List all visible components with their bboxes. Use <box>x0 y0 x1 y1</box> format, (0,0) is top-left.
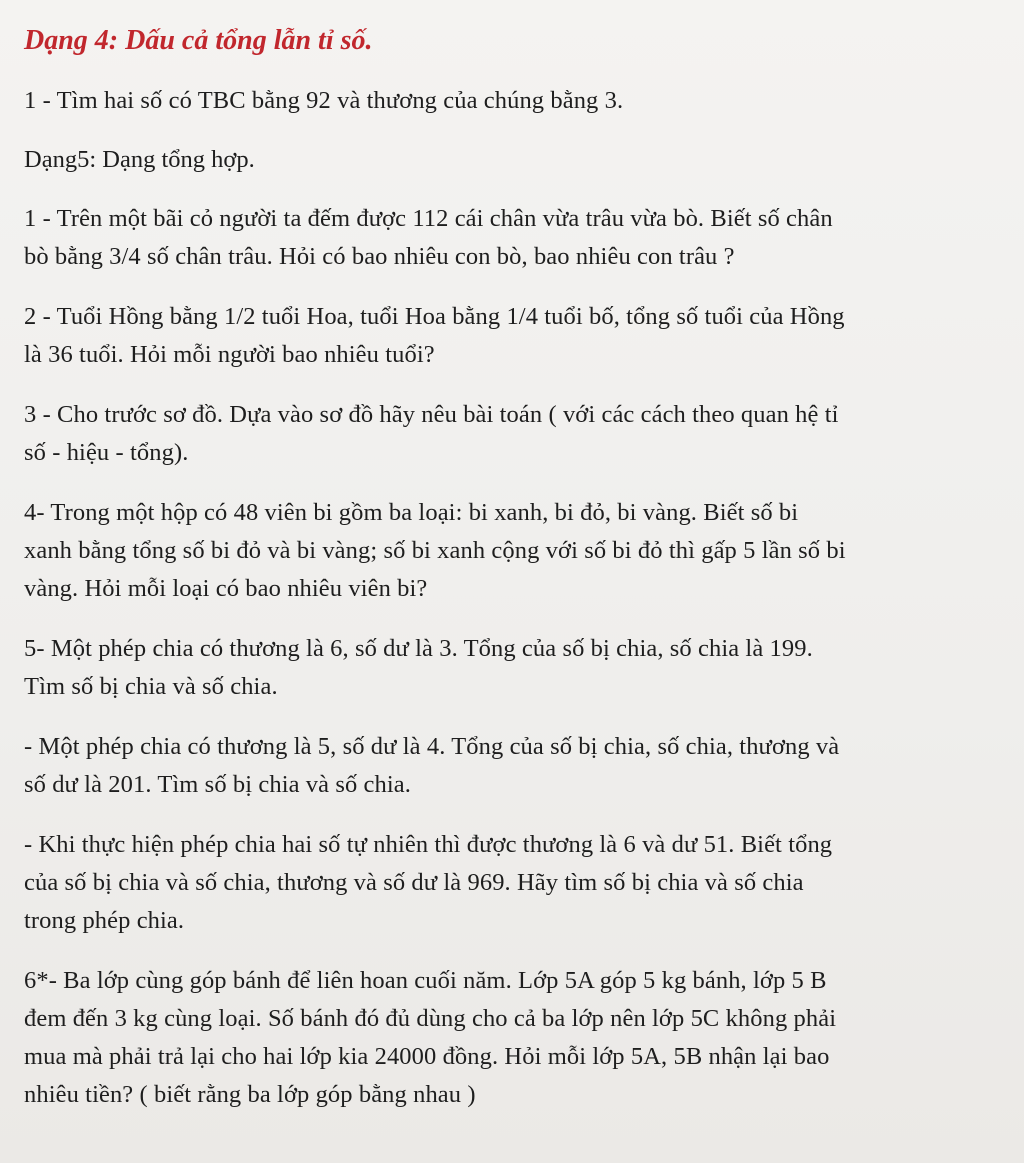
problem-text-line: - Một phép chia có thương là 5, số dư là 4. Tổng của số bị chia, số chia, thương và <box>24 733 840 760</box>
problem-text-line: mua mà phải trả lại cho hai lớp kia 24000 đồng. Hỏi mỗi lớp 5A, 5B nhận lại bao <box>24 1043 830 1070</box>
problem-text-line: 1 - Trên một bãi cỏ người ta đếm được 112 cái chân vừa trâu vừa bò. Biết số chân <box>24 205 833 232</box>
type5-problem-3 <box>24 396 990 472</box>
problem-text-line: vàng. Hỏi mỗi loại có bao nhiêu viên bi? <box>24 575 428 602</box>
type5-title: Dạng5: Dạng tổng hợp. <box>24 146 255 173</box>
type5-problem-1 <box>24 200 990 276</box>
problem-text-line: 1 - Tìm hai số có TBC bằng 92 và thương của chúng bằng 3. <box>24 87 624 114</box>
problem-text-line: bò bằng 3/4 số chân trâu. Hỏi có bao nhiêu con bò, bao nhiêu con trâu ? <box>24 243 735 270</box>
problem-text-line: 6*- Ba lớp cùng góp bánh để liên hoan cuối năm. Lớp 5A góp 5 kg bánh, lớp 5 B <box>24 967 827 994</box>
problem-text-line: - Khi thực hiện phép chia hai số tự nhiên thì được thương là 6 và dư 51. Biết tổng <box>24 831 833 858</box>
problem-text-line: nhiêu tiền? ( biết rằng ba lớp góp bằng nhau ) <box>24 1081 476 1108</box>
problem-text-line: xanh bằng tổng số bi đỏ và bi vàng; số bi xanh cộng với số bi đỏ thì gấp 5 lần số bi <box>24 537 846 564</box>
type4-problem-list <box>24 82 990 120</box>
problem-text-line: 4- Trong một hộp có 48 viên bi gồm ba loại: bi xanh, bi đỏ, bi vàng. Biết số bi <box>24 499 799 526</box>
type5-problem-6 <box>24 728 990 804</box>
type4-problem-1 <box>24 82 990 120</box>
type5-problem-4 <box>24 494 990 608</box>
problem-text-line: 3 - Cho trước sơ đồ. Dựa vào sơ đồ hãy nêu bài toán ( với các cách theo quan hệ tỉ <box>24 401 839 428</box>
problem-text-line: 5- Một phép chia có thương là 6, số dư là 3. Tổng của số bị chia, số chia là 199. <box>24 635 813 662</box>
problem-text-line: của số bị chia và số chia, thương và số dư là 969. Hãy tìm số bị chia và số chia <box>24 869 804 896</box>
problem-text-line: số - hiệu - tổng). <box>24 439 189 466</box>
problem-text-line: Tìm số bị chia và số chia. <box>24 673 278 700</box>
type5-problem-list <box>24 200 990 1114</box>
problem-text-line: 2 - Tuổi Hồng bằng 1/2 tuổi Hoa, tuổi Hoa bằng 1/4 tuổi bố, tổng số tuổi của Hồng <box>24 303 845 330</box>
problem-text-line: là 36 tuổi. Hỏi mỗi người bao nhiêu tuổi? <box>24 341 435 368</box>
type5-problem-8 <box>24 962 990 1114</box>
type5-problem-5 <box>24 630 990 706</box>
problem-text-line: đem đến 3 kg cùng loại. Số bánh đó đủ dùng cho cả ba lớp nên lớp 5C không phải <box>24 1005 837 1032</box>
type5-problem-7 <box>24 826 990 940</box>
problem-text-line: trong phép chia. <box>24 907 185 934</box>
section-heading: Dạng 4: Dấu cả tổng lẫn tỉ số. <box>24 25 373 56</box>
problem-text-line: số dư là 201. Tìm số bị chia và số chia. <box>24 771 411 798</box>
type5-problem-2 <box>24 298 990 374</box>
